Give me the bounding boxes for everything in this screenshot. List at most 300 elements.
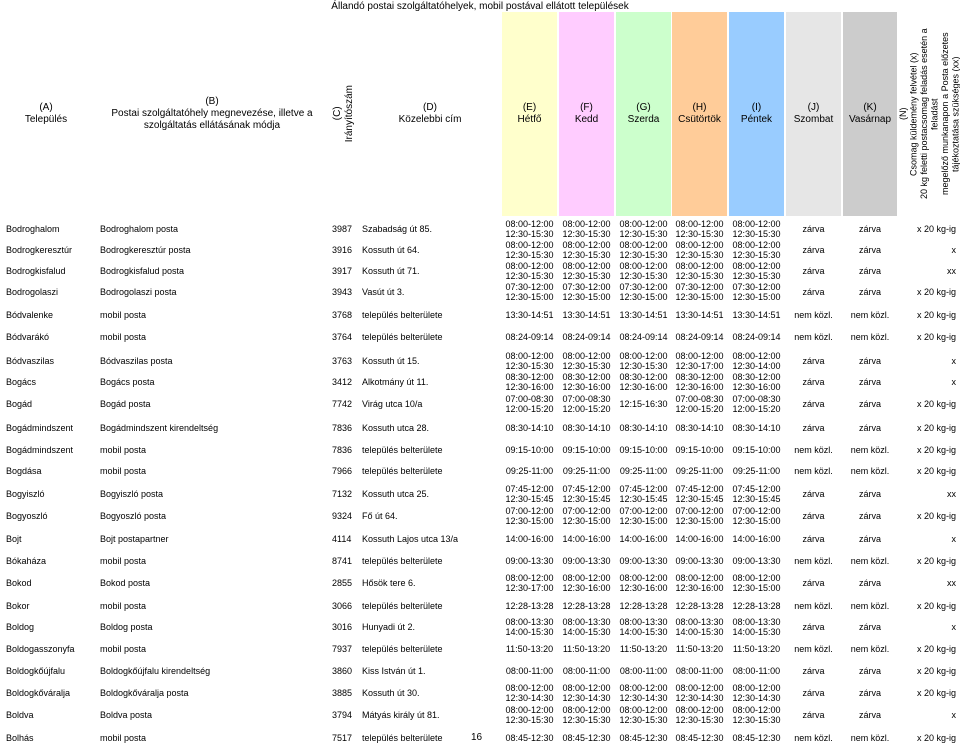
hours-slot: 08:00-12:00: [675, 219, 724, 229]
cell-hours-i: [729, 507, 784, 526]
cell-hours-f: [559, 574, 614, 593]
cell-settlement: Boldva: [6, 709, 34, 720]
hours-slot: 12:30-15:00: [732, 291, 781, 302]
cell-hours-e: [502, 462, 557, 481]
header-d-label: Közelebbi cím: [398, 114, 462, 125]
hours-slot: 08:00-12:00: [732, 705, 781, 715]
cell-address: Vasút út 3.: [362, 286, 405, 297]
cell-postal-code: 3763: [332, 355, 353, 366]
cell-address: Kiss István út 1.: [362, 665, 426, 676]
cell-hours-h: [672, 597, 727, 616]
cell-hours-f: [559, 552, 614, 571]
table-row: [0, 662, 960, 681]
hours-slot: 14:00-15:30: [505, 626, 554, 637]
cell-parcel: xx: [947, 488, 956, 499]
cell-saturday: zárva: [802, 376, 825, 387]
cell-hours-i: [729, 462, 784, 481]
hours-slot: 12:30-15:00: [619, 291, 668, 302]
cell-hours-f: [559, 373, 614, 392]
header-e-code: (E): [522, 102, 537, 113]
cell-service-point: Bodrogkeresztúr posta: [100, 244, 191, 255]
table-row: [0, 283, 960, 302]
cell-saturday: nem közl.: [794, 600, 833, 611]
cell-hours-e: [502, 220, 557, 239]
cell-parcel: x 20 kg-ig: [916, 600, 956, 611]
cell-postal-code: 3016: [332, 621, 353, 632]
table-row: [0, 241, 960, 260]
cell-saturday: zárva: [802, 286, 825, 297]
cell-postal-code: 7937: [332, 643, 353, 654]
cell-hours-f: [559, 507, 614, 526]
cell-parcel: x 20 kg-ig: [916, 309, 956, 320]
cell-sunday: zárva: [858, 621, 881, 632]
hours-slot: 09:15-10:00: [562, 444, 611, 455]
cell-hours-e: [502, 395, 557, 414]
cell-hours-g: [616, 373, 671, 392]
hours-slot: 08:00-13:30: [505, 617, 554, 627]
hours-slot: 08:24-09:14: [562, 331, 611, 342]
table-row: [0, 618, 960, 637]
header-c-code: (C): [332, 107, 343, 121]
cell-settlement: Boldog: [6, 621, 35, 632]
table-row: [0, 262, 960, 281]
cell-postal-code: 3917: [332, 265, 353, 276]
hours-slot: 12:30-16:00: [505, 381, 554, 392]
header-a-code: (A): [39, 102, 53, 113]
cell-hours-g: [616, 220, 671, 239]
cell-hours-i: [729, 395, 784, 414]
cell-postal-code: 7132: [332, 488, 353, 499]
header-e: [502, 12, 557, 216]
cell-saturday: nem közl.: [794, 309, 833, 320]
cell-service-point: Bogádmindszent kirendeltség: [100, 422, 219, 433]
cell-service-point: Bodrogkisfalud posta: [100, 265, 185, 276]
cell-hours-f: [559, 241, 614, 260]
hours-slot: 08:00-12:00: [562, 683, 611, 693]
cell-settlement: Bódvaszilas: [6, 355, 55, 366]
hours-slot: 08:00-12:00: [619, 573, 668, 583]
hours-slot: 08:00-12:00: [619, 705, 668, 715]
cell-saturday: zárva: [802, 223, 825, 234]
cell-hours-g: [616, 530, 671, 549]
cell-hours-g: [616, 262, 671, 281]
header-f-code: (F): [580, 102, 593, 113]
cell-hours-g: [616, 441, 671, 460]
cell-hours-e: [502, 618, 557, 637]
cell-hours-g: [616, 662, 671, 681]
table-row: [0, 684, 960, 703]
cell-hours-f: [559, 597, 614, 616]
cell-hours-g: [616, 574, 671, 593]
header-n-code: (N): [898, 107, 908, 121]
table-row: [0, 530, 960, 549]
cell-hours-g: [616, 618, 671, 637]
header-n-line2: 20 kg feletti postacsomag feladás esetén a feladást: [919, 28, 940, 200]
hours-slot: 12:30-15:30: [562, 714, 611, 725]
cell-address: Mátyás király út 81.: [362, 709, 440, 720]
cell-sunday: zárva: [858, 355, 881, 366]
cell-service-point: mobil posta: [100, 331, 147, 342]
cell-saturday: zárva: [802, 265, 825, 276]
cell-postal-code: 3943: [332, 286, 353, 297]
cell-hours-e: [502, 706, 557, 725]
cell-sunday: zárva: [858, 223, 881, 234]
cell-parcel: x: [951, 621, 956, 632]
cell-settlement: Bódvarákó: [6, 331, 50, 342]
hours-slot: 11:50-13:20: [562, 643, 611, 654]
cell-hours-f: [559, 684, 614, 703]
cell-parcel: x 20 kg-ig: [916, 398, 956, 409]
cell-sunday: nem közl.: [850, 555, 890, 566]
cell-settlement: Bogyiszló: [6, 488, 45, 499]
cell-hours-f: [559, 328, 614, 347]
cell-hours-h: [672, 373, 727, 392]
cell-sunday: nem közl.: [850, 643, 890, 654]
cell-service-point: Bódvaszilas posta: [100, 355, 173, 366]
cell-parcel: x 20 kg-ig: [916, 555, 956, 566]
cell-hours-e: [502, 507, 557, 526]
hours-slot: 07:00-08:30: [562, 394, 611, 404]
hours-slot: 12:30-15:30: [619, 249, 668, 260]
cell-hours-f: [559, 419, 614, 438]
hours-slot: 12:30-15:30: [732, 249, 781, 260]
hours-slot: 11:50-13:20: [732, 643, 781, 654]
hours-slot: 07:00-08:30: [505, 394, 554, 404]
cell-hours-h: [672, 618, 727, 637]
cell-settlement: Bolhás: [6, 732, 34, 743]
cell-saturday: zárva: [802, 422, 825, 433]
hours-slot: 09:25-11:00: [675, 465, 724, 476]
header-n-line3: megelőző munkanapon a Posta előzetes: [940, 32, 950, 196]
hours-slot: 08:00-12:00: [675, 240, 724, 250]
cell-parcel: x 20 kg-ig: [916, 643, 956, 654]
hours-slot: 12:30-17:00: [505, 582, 554, 593]
cell-hours-h: [672, 662, 727, 681]
cell-sunday: nem közl.: [850, 465, 890, 476]
cell-hours-f: [559, 306, 614, 325]
hours-slot: 07:30-12:00: [675, 282, 724, 292]
cell-service-point: Bogyiszló posta: [100, 488, 164, 499]
cell-address: település belterülete: [362, 732, 443, 743]
hours-slot: 12:30-15:30: [732, 228, 781, 239]
hours-slot: 07:30-12:00: [732, 282, 781, 292]
hours-slot: 09:25-11:00: [562, 465, 611, 476]
hours-slot: 09:00-13:30: [675, 555, 724, 566]
header-k-code: (K): [863, 102, 877, 113]
hours-slot: 12:30-15:30: [619, 714, 668, 725]
hours-slot: 12:30-14:30: [505, 692, 554, 703]
header-c: [330, 12, 358, 216]
hours-slot: 07:45-12:00: [732, 484, 781, 494]
hours-slot: 07:00-12:00: [562, 506, 611, 516]
cell-service-point: mobil posta: [100, 643, 147, 654]
hours-slot: 12:30-14:30: [732, 692, 781, 703]
hours-slot: 08:00-12:00: [619, 683, 668, 693]
hours-slot: 12:28-13:28: [732, 600, 781, 611]
hours-slot: 09:25-11:00: [619, 465, 668, 476]
page-number: 16: [471, 732, 483, 743]
hours-slot: 12:28-13:28: [562, 600, 611, 611]
hours-slot: 08:30-14:10: [619, 422, 668, 433]
hours-slot: 12:30-15:45: [675, 493, 724, 504]
cell-saturday: nem közl.: [794, 732, 833, 743]
hours-slot: 09:00-13:30: [619, 555, 668, 566]
header-d: [360, 12, 500, 216]
header-e-label: Hétfő: [517, 114, 542, 125]
cell-service-point: Boldva posta: [100, 709, 153, 720]
cell-hours-g: [616, 328, 671, 347]
cell-hours-h: [672, 306, 727, 325]
cell-hours-f: [559, 262, 614, 281]
cell-settlement: Bodrogolaszi: [6, 286, 59, 297]
cell-parcel: x 20 kg-ig: [916, 687, 956, 698]
cell-address: település belterülete: [362, 465, 443, 476]
cell-service-point: mobil posta: [100, 555, 147, 566]
hours-slot: 13:30-14:51: [562, 309, 611, 320]
cell-saturday: zárva: [802, 665, 825, 676]
cell-address: Kossuth út 30.: [362, 687, 420, 698]
cell-parcel: x: [951, 244, 956, 255]
hours-slot: 12:30-15:30: [562, 360, 611, 371]
table-row: [0, 640, 960, 659]
hours-slot: 08:45-12:30: [619, 732, 668, 743]
header-n-line4: tájékoztatása szükséges (xx): [950, 56, 960, 172]
hours-slot: 12:30-15:45: [562, 493, 611, 504]
cell-hours-i: [729, 262, 784, 281]
hours-slot: 12:30-15:45: [619, 493, 668, 504]
cell-postal-code: 7836: [332, 444, 353, 455]
cell-address: Kossuth út 71.: [362, 265, 420, 276]
header-n: [899, 12, 960, 216]
cell-hours-i: [729, 373, 784, 392]
hours-slot: 12:28-13:28: [675, 600, 724, 611]
hours-slot: 08:24-09:14: [619, 331, 668, 342]
cell-service-point: Bogyoszló posta: [100, 510, 167, 521]
cell-postal-code: 7517: [332, 732, 353, 743]
header-k: [843, 12, 897, 216]
cell-address: Virág utca 10/a: [362, 398, 423, 409]
hours-slot: 09:25-11:00: [505, 465, 554, 476]
cell-hours-g: [616, 507, 671, 526]
document-title: Állandó postai szolgáltatóhelyek, mobil postával ellátott települések: [331, 1, 629, 12]
hours-slot: 14:00-15:30: [562, 626, 611, 637]
table-row: [0, 352, 960, 371]
cell-hours-e: [502, 552, 557, 571]
table-row: [0, 507, 960, 526]
cell-hours-i: [729, 574, 784, 593]
cell-parcel: x: [951, 709, 956, 720]
cell-hours-f: [559, 485, 614, 504]
cell-sunday: zárva: [858, 286, 881, 297]
cell-service-point: Boldog posta: [100, 621, 153, 632]
cell-postal-code: 7836: [332, 422, 353, 433]
cell-hours-e: [502, 729, 557, 748]
hours-slot: 12:00-15:20: [675, 403, 724, 414]
hours-slot: 08:45-12:30: [675, 732, 724, 743]
hours-slot: 08:00-12:00: [675, 351, 724, 361]
hours-slot: 08:00-12:00: [505, 573, 554, 583]
hours-slot: 07:00-12:00: [505, 506, 554, 516]
cell-saturday: zárva: [802, 621, 825, 632]
cell-hours-e: [502, 662, 557, 681]
cell-hours-f: [559, 706, 614, 725]
cell-hours-h: [672, 395, 727, 414]
hours-slot: 08:45-12:30: [732, 732, 781, 743]
hours-slot: 08:00-13:30: [619, 617, 668, 627]
cell-hours-f: [559, 640, 614, 659]
cell-saturday: zárva: [802, 510, 825, 521]
cell-saturday: nem közl.: [794, 643, 833, 654]
hours-slot: 08:30-12:00: [675, 372, 724, 382]
hours-slot: 12:30-15:30: [675, 228, 724, 239]
hours-slot: 08:00-13:30: [732, 617, 781, 627]
hours-slot: 08:00-12:00: [562, 573, 611, 583]
hours-slot: 12:30-15:00: [675, 291, 724, 302]
hours-slot: 08:00-12:00: [732, 219, 781, 229]
hours-slot: 08:00-12:00: [619, 219, 668, 229]
hours-slot: 09:15-10:00: [619, 444, 668, 455]
hours-slot: 12:00-15:20: [562, 403, 611, 414]
hours-slot: 07:45-12:00: [675, 484, 724, 494]
hours-slot: 08:24-09:14: [675, 331, 724, 342]
cell-service-point: Bodroghalom posta: [100, 223, 179, 234]
header-g-code: (G): [636, 102, 651, 113]
cell-hours-i: [729, 662, 784, 681]
hours-slot: 07:30-12:00: [619, 282, 668, 292]
hours-slot: 12:30-15:00: [505, 515, 554, 526]
hours-slot: 08:00-12:00: [675, 573, 724, 583]
cell-postal-code: 9324: [332, 510, 353, 521]
cell-settlement: Bokod: [6, 577, 32, 588]
table-row: [0, 306, 960, 325]
cell-hours-e: [502, 373, 557, 392]
cell-service-point: Boldogkőváralja posta: [100, 687, 189, 698]
cell-saturday: zárva: [802, 577, 825, 588]
cell-sunday: nem közl.: [850, 309, 890, 320]
cell-hours-i: [729, 441, 784, 460]
hours-slot: 12:15-16:30: [619, 398, 668, 409]
header-i: [729, 12, 784, 216]
hours-slot: 08:00-11:00: [562, 665, 611, 676]
cell-address: Kossuth út 15.: [362, 355, 420, 366]
hours-slot: 08:00-11:00: [732, 665, 781, 676]
cell-postal-code: 3412: [332, 376, 353, 387]
table-row: [0, 574, 960, 593]
hours-slot: 07:00-12:00: [619, 506, 668, 516]
cell-address: Kossuth út 64.: [362, 244, 420, 255]
table-row: [0, 395, 960, 414]
hours-slot: 07:30-12:00: [562, 282, 611, 292]
cell-service-point: mobil posta: [100, 465, 147, 476]
hours-slot: 12:30-16:00: [732, 381, 781, 392]
hours-slot: 08:00-12:00: [562, 261, 611, 271]
hours-slot: 12:00-15:20: [505, 403, 554, 414]
cell-address: Hősök tere 6.: [362, 577, 416, 588]
cell-parcel: x: [951, 355, 956, 366]
cell-settlement: Bodrogkisfalud: [6, 265, 66, 276]
cell-sunday: zárva: [858, 533, 881, 544]
cell-hours-i: [729, 729, 784, 748]
cell-hours-f: [559, 352, 614, 371]
hours-slot: 08:30-14:10: [505, 422, 554, 433]
hours-slot: 08:00-12:00: [732, 240, 781, 250]
hours-slot: 12:30-15:30: [562, 270, 611, 281]
header-b-code: (B): [205, 96, 219, 107]
hours-slot: 07:00-08:30: [732, 394, 781, 404]
hours-slot: 08:30-12:00: [619, 372, 668, 382]
cell-hours-f: [559, 220, 614, 239]
cell-address: település belterülete: [362, 331, 443, 342]
cell-hours-h: [672, 684, 727, 703]
hours-slot: 08:00-12:00: [505, 240, 554, 250]
cell-postal-code: 3987: [332, 223, 353, 234]
cell-hours-i: [729, 352, 784, 371]
hours-slot: 08:00-12:00: [562, 240, 611, 250]
header-f: [559, 12, 614, 216]
cell-parcel: x: [951, 376, 956, 387]
hours-slot: 12:30-15:30: [562, 228, 611, 239]
cell-parcel: x: [951, 533, 956, 544]
header-b: [98, 12, 326, 216]
cell-sunday: zárva: [858, 422, 881, 433]
hours-slot: 12:28-13:28: [505, 600, 554, 611]
cell-hours-e: [502, 640, 557, 659]
hours-slot: 12:30-15:00: [675, 515, 724, 526]
cell-sunday: nem közl.: [850, 732, 890, 743]
hours-slot: 08:00-12:00: [505, 261, 554, 271]
cell-service-point: Bokod posta: [100, 577, 151, 588]
hours-slot: 12:30-15:00: [732, 515, 781, 526]
hours-slot: 08:30-14:10: [562, 422, 611, 433]
hours-slot: 12:30-16:00: [619, 381, 668, 392]
cell-hours-g: [616, 729, 671, 748]
cell-hours-i: [729, 640, 784, 659]
hours-slot: 12:30-16:00: [562, 381, 611, 392]
cell-postal-code: 2855: [332, 577, 353, 588]
hours-slot: 08:00-12:00: [675, 705, 724, 715]
hours-slot: 12:30-15:45: [732, 493, 781, 504]
header-a: [0, 12, 92, 216]
header-h-label: Csütörtök: [678, 114, 721, 125]
cell-saturday: nem közl.: [794, 555, 833, 566]
cell-hours-g: [616, 706, 671, 725]
cell-hours-g: [616, 283, 671, 302]
cell-service-point: mobil posta: [100, 309, 147, 320]
header-g-label: Szerda: [627, 114, 660, 125]
cell-hours-h: [672, 574, 727, 593]
cell-hours-g: [616, 395, 671, 414]
cell-hours-f: [559, 462, 614, 481]
cell-service-point: Bogád posta: [100, 398, 151, 409]
cell-postal-code: 4114: [332, 533, 352, 544]
cell-settlement: Bogádmindszent: [6, 422, 74, 433]
cell-parcel: x 20 kg-ig: [916, 732, 956, 743]
hours-slot: 12:30-15:00: [505, 291, 554, 302]
cell-hours-f: [559, 441, 614, 460]
cell-parcel: xx: [947, 577, 956, 588]
cell-address: település belterülete: [362, 444, 443, 455]
hours-slot: 08:00-12:00: [619, 261, 668, 271]
cell-settlement: Bojt: [6, 533, 22, 544]
hours-slot: 13:30-14:51: [732, 309, 781, 320]
header-i-code: (I): [751, 102, 762, 113]
hours-slot: 08:00-12:00: [732, 261, 781, 271]
cell-hours-h: [672, 441, 727, 460]
cell-address: település belterülete: [362, 309, 443, 320]
hours-slot: 09:25-11:00: [732, 465, 781, 476]
cell-postal-code: 3860: [332, 665, 353, 676]
cell-hours-i: [729, 220, 784, 239]
